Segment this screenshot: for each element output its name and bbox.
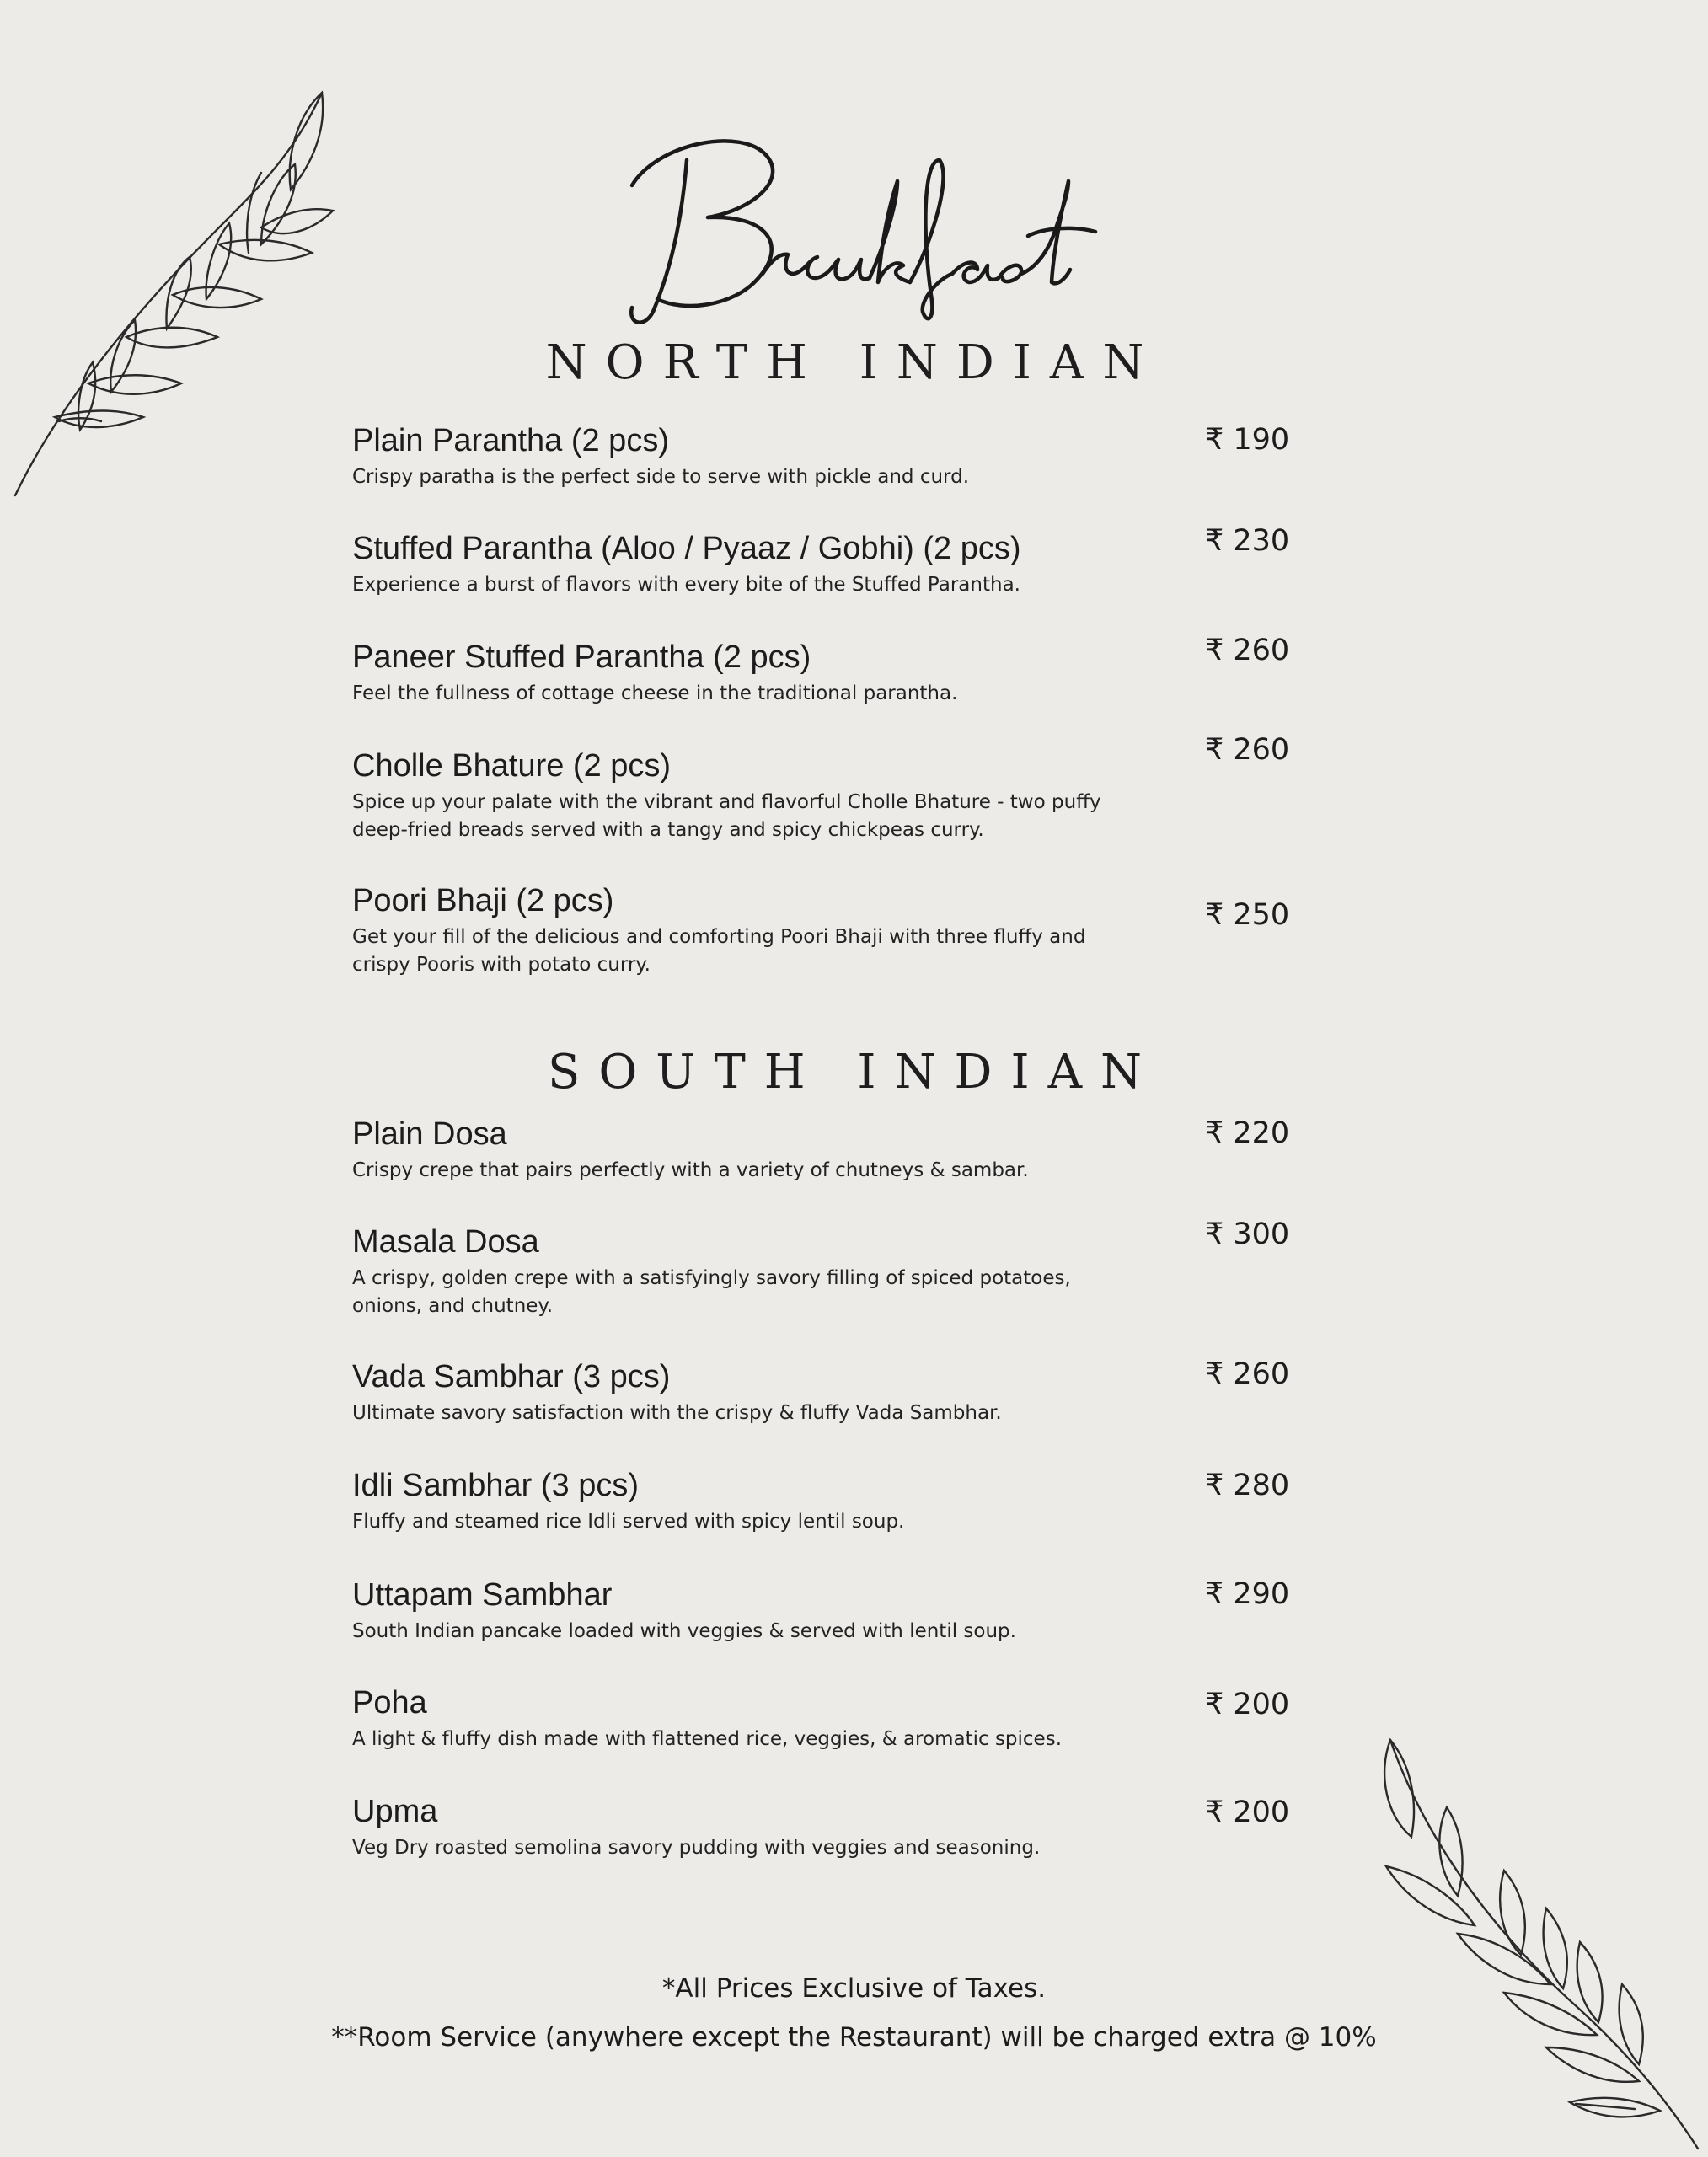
room-service-note: **Room Service (anywhere except the Restaurant) will be charged extra @ 10% xyxy=(331,2022,1377,2053)
item-name: Plain Parantha (2 pcs) xyxy=(352,423,669,458)
item-description: Veg Dry roasted semolina savory pudding with veggies and seasoning. xyxy=(352,1837,1041,1859)
item-name: Uttapam Sambhar xyxy=(352,1577,613,1613)
item-name: Cholle Bhature (2 pcs) xyxy=(352,748,672,784)
item-price: ₹ 260 xyxy=(1205,733,1290,767)
item-name: Masala Dosa xyxy=(352,1224,539,1260)
item-description: Get your fill of the delicious and comforting Poori Bhaji with three fluffy and crispy Pooris with potato curry. xyxy=(352,926,1086,976)
item-description: South Indian pancake loaded with veggies & served with lentil soup. xyxy=(352,1620,1016,1642)
tax-note: *All Prices Exclusive of Taxes. xyxy=(661,1973,1047,2004)
item-name: Upma xyxy=(352,1794,438,1829)
item-name: Paneer Stuffed Parantha (2 pcs) xyxy=(352,640,811,675)
item-description: Crispy crepe that pairs perfectly with a variety of chutneys & sambar. xyxy=(352,1159,1029,1181)
section-title-north-indian: NORTH INDIAN xyxy=(545,335,1163,390)
item-name: Vada Sambhar (3 pcs) xyxy=(352,1359,671,1394)
item-price: ₹ 280 xyxy=(1205,1469,1290,1502)
leaf-branch-icon xyxy=(1378,1731,1706,2157)
item-price: ₹ 200 xyxy=(1205,1796,1290,1829)
item-description: Crispy paratha is the perfect side to serve with pickle and curd. xyxy=(352,466,970,488)
item-description: Feel the fullness of cottage cheese in the traditional parantha. xyxy=(352,682,958,704)
item-name: Poha xyxy=(352,1685,427,1721)
item-price: ₹ 290 xyxy=(1205,1577,1290,1611)
item-name: Stuffed Parantha (Aloo / Pyaaz / Gobhi) (2 pcs) xyxy=(352,531,1021,566)
item-price: ₹ 230 xyxy=(1205,524,1290,558)
item-price: ₹ 190 xyxy=(1205,423,1290,457)
menu-item xyxy=(352,1683,1304,1753)
item-name: Idli Sambhar (3 pcs) xyxy=(352,1468,640,1503)
menu-item xyxy=(352,881,1304,979)
item-price: ₹ 260 xyxy=(1205,634,1290,667)
item-name: Plain Dosa xyxy=(352,1116,507,1152)
menu-item xyxy=(352,1466,1304,1536)
breakfast-script-title xyxy=(607,110,1112,329)
item-price: ₹ 300 xyxy=(1205,1218,1290,1251)
menu-item xyxy=(352,1792,1304,1862)
item-description: A light & fluffy dish made with flattened rice, veggies, & aromatic spices. xyxy=(352,1728,1063,1750)
menu-item xyxy=(352,1223,1304,1320)
item-description: Spice up your palate with the vibrant and flavorful Cholle Bhature - two puffy deep-fried breads served with a tangy and spicy chickpeas curry. xyxy=(352,791,1101,841)
menu-item xyxy=(352,1357,1304,1427)
menu-item xyxy=(352,747,1304,844)
item-name: Poori Bhaji (2 pcs) xyxy=(352,883,614,918)
item-price: ₹ 250 xyxy=(1205,898,1290,932)
item-description: Experience a burst of flavors with every bite of the Stuffed Parantha. xyxy=(352,574,1020,596)
menu-item xyxy=(352,421,1304,491)
item-description: Ultimate savory satisfaction with the crispy & fluffy Vada Sambhar. xyxy=(352,1402,1002,1424)
item-price: ₹ 200 xyxy=(1205,1688,1290,1721)
menu-item xyxy=(352,1576,1304,1646)
item-price: ₹ 260 xyxy=(1205,1357,1290,1391)
menu-item xyxy=(352,1115,1304,1185)
leaf-branch-icon xyxy=(8,84,345,506)
section-title-south-indian: SOUTH INDIAN xyxy=(547,1045,1161,1100)
menu-item xyxy=(352,529,1304,599)
item-description: Fluffy and steamed rice Idli served with spicy lentil soup. xyxy=(352,1511,905,1533)
item-description: A crispy, golden crepe with a satisfyingly savory filling of spiced potatoes, onions, and chutney. xyxy=(352,1267,1071,1317)
menu-item xyxy=(352,638,1304,708)
item-price: ₹ 220 xyxy=(1205,1116,1290,1150)
